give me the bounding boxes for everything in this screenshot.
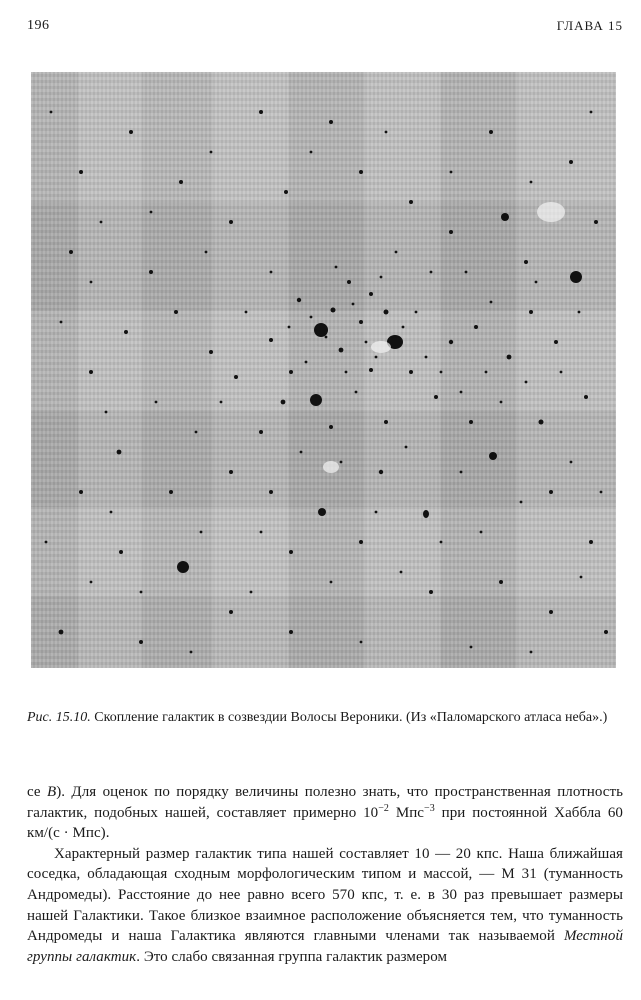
p1-italic-b: B xyxy=(46,784,57,800)
chapter-title: ГЛАВА 15 xyxy=(556,18,623,33)
page-number: 196 xyxy=(27,18,50,33)
galaxy-cluster-icon xyxy=(31,72,616,668)
figure-caption xyxy=(27,708,623,728)
body-text xyxy=(27,782,623,967)
paragraph-1 xyxy=(27,782,623,844)
p2-italic-term: Местной группы галактик xyxy=(27,928,623,965)
p1-text-d: Мпс xyxy=(388,804,425,821)
p1-text-a: се xyxy=(27,784,47,800)
p1-text-e: при постоянной Хаббла 60 км/(с · Мпс). xyxy=(27,804,623,842)
paragraph-2 xyxy=(27,844,623,968)
caption-text: Скопление галактик в созвездии Волосы Вероники. (Из «Паломарского атласа неба».) xyxy=(90,710,608,725)
page-header xyxy=(27,18,623,40)
p1-superscript-1: −2 xyxy=(378,802,389,814)
galaxy-cluster-photo xyxy=(31,72,616,668)
p2-text-b: . Это слабо связанная группа галактик размером xyxy=(136,948,448,965)
p1-text-c: ). Для оценок по порядку величины полезно знать, что пространственная плотность галактик, подобных нашей, составляет примерно 10 xyxy=(27,784,623,821)
p1-superscript-2: −3 xyxy=(424,802,435,814)
caption-lead: Рис. 15.10. xyxy=(27,710,91,725)
p2-text-a: Характерный размер галактик типа нашей составляет 10 — 20 кпс. Наша ближайшая соседка, обладающая сходным морфологическим типом и массой, — М 31 (туманность Андромеды). Расстояние до нее равно всего 570 кпс, т. е. в 30 раз превышает размеры нашей Галактики. Такое близкое взаимное расположение объясняется тем, что туманность Андромеды и наша Галактика являются главными членами так называемой xyxy=(27,845,623,945)
